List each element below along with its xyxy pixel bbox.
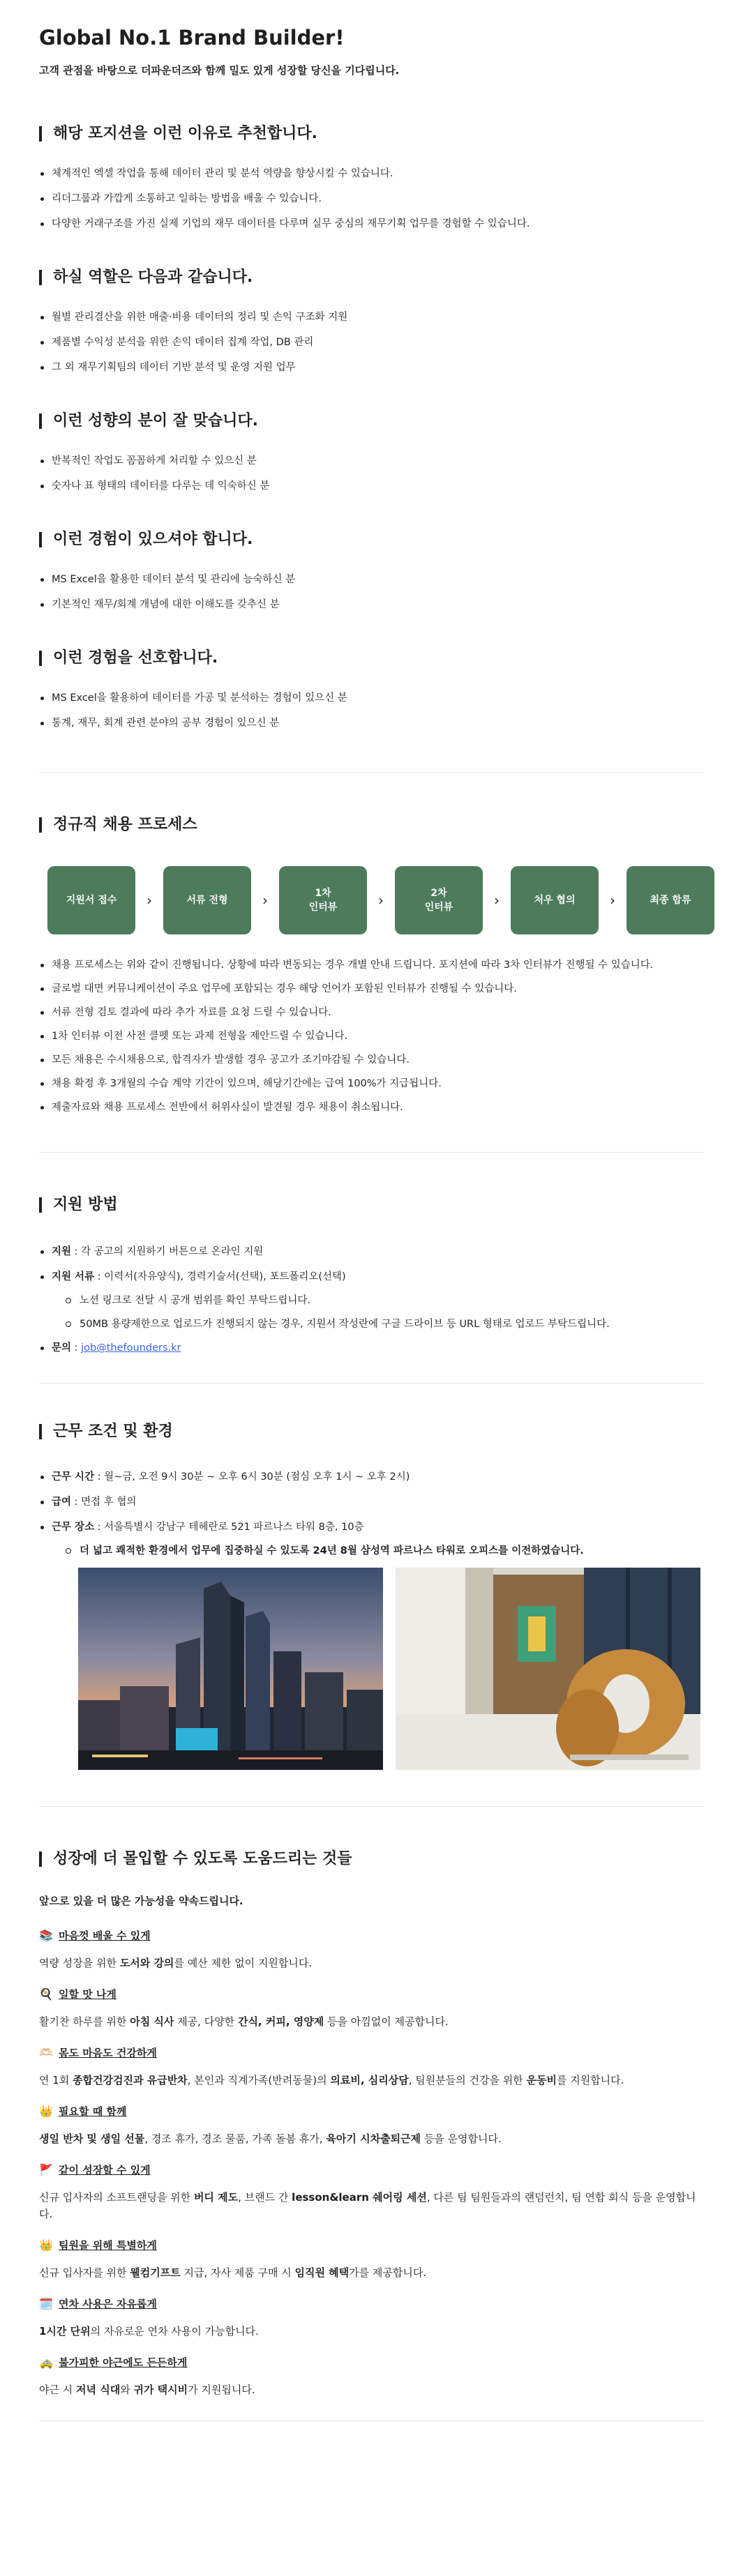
- benefit-list: [39, 1928, 704, 2398]
- divider: [39, 1383, 704, 1384]
- benefit-title: 🍳 일할 맛 나게: [39, 1987, 117, 2001]
- title-bar: [39, 1851, 42, 1867]
- benefit-title: 📚 마음껏 배울 수 있게: [39, 1929, 151, 1942]
- benefit-item: [39, 1987, 704, 2030]
- benefit-description: 신규 입사자를 위한 웰컴기프트 지급, 자사 제품 구매 시 임직원 혜택가를 제공합니다.: [39, 2266, 427, 2279]
- chevron-right-icon: ›: [262, 892, 268, 909]
- list-item: 숫자나 표 형태의 데이터를 다루는 데 익숙하신 분: [39, 479, 704, 493]
- list-item: 노션 링크로 전달 시 공개 범위를 확인 부탁드립니다.: [52, 1294, 704, 1308]
- benefit-item: [39, 1928, 704, 1971]
- list-item: 근무 시간 : 월~금, 오전 9시 30분 ~ 오후 6시 30분 (점심 오후 1시 ~ 오후 2시): [39, 1470, 704, 1484]
- list-item: 문의 : job@thefounders.kr: [39, 1341, 704, 1355]
- list-item: 채용 확정 후 3개월의 수습 계약 기간이 있으며, 해당기간에는 급여 100%가 지급됩니다.: [39, 1077, 704, 1091]
- role-list: [39, 310, 704, 374]
- benefit-item: [39, 2296, 704, 2340]
- benefits-subtitle: 앞으로 있을 더 많은 가능성을 약속드립니다.: [39, 1895, 243, 1907]
- process-step: 최종 합류: [626, 866, 714, 934]
- benefit-description: 생일 반차 및 생일 선물, 경조 휴가, 경조 물품, 가족 돌봄 휴가, 육아기 시차출퇴근제 등을 운영합니다.: [39, 2132, 502, 2145]
- docs-sublist: [52, 1294, 704, 1331]
- benefit-title: 🫶🏻 몸도 마음도 건강하게: [39, 2046, 157, 2059]
- preferred-list: [39, 691, 704, 730]
- benefit-item: [39, 2162, 704, 2222]
- benefit-description: 역량 성장을 위한 도서와 강의를 예산 제한 없이 지원합니다.: [39, 1957, 313, 1969]
- process-step: 서류 전형: [163, 866, 251, 934]
- required-list: [39, 573, 704, 612]
- section-title-apply: 지원 방법: [39, 1195, 704, 1215]
- process-step: 1차 인터뷰: [279, 866, 367, 934]
- title-bar: [39, 532, 42, 547]
- list-item: 더 넓고 쾌적한 환경에서 업무에 집중하실 수 있도록 24년 8월 삼성역 파르나스 타워로 오피스를 이전하였습니다.: [52, 1544, 704, 1558]
- list-item: 50MB 용량제한으로 업로드가 진행되지 않는 경우, 지원서 작성란에 구글 드라이브 등 URL 형태로 업로드 부탁드립니다.: [52, 1317, 704, 1331]
- list-item: 월별 관리결산을 위한 매출·비용 데이터의 정리 및 손익 구조화 지원: [39, 310, 704, 324]
- benefit-description: 1시간 단위의 자유로운 연차 사용이 가능합니다.: [39, 2325, 259, 2338]
- conditions-list: [39, 1470, 704, 1558]
- list-item: 서류 전형 검토 결과에 따라 추가 자료를 요청 드릴 수 있습니다.: [39, 1006, 704, 1020]
- benefit-description: 연 1회 종합건강검진과 유급반차, 본인과 직계가족(반려동물)의 의료비, 심리상담, 팀원분들의 건강을 위한 운동비를 지원합니다.: [39, 2074, 624, 2086]
- list-item: 체계적인 엑셀 작업을 통해 데이터 관리 및 분석 역량을 향상시킬 수 있습니다.: [39, 167, 704, 181]
- list-item: 다양한 거래구조를 가진 실제 기업의 재무 데이터를 다루며 실무 중심의 재무기획 업무를 경험할 수 있습니다.: [39, 217, 704, 231]
- heart-hands-icon: 🫶🏻: [39, 2046, 53, 2059]
- office-lobby-photo: [396, 1568, 700, 1770]
- divider: [39, 1806, 704, 1807]
- list-item: 반복적인 작업도 꼼꼼하게 처리할 수 있으신 분: [39, 454, 704, 468]
- fit-list: [39, 454, 704, 493]
- chevron-right-icon: ›: [610, 892, 615, 909]
- benefit-title: 🚩 같이 성장할 수 있게: [39, 2163, 151, 2176]
- list-item: 채용 프로세스는 위와 같이 진행됩니다. 상황에 따라 변동되는 경우 개별 안내 드립니다. 포지션에 따라 3차 인터뷰가 진행될 수 있습니다.: [39, 958, 704, 972]
- list-item: MS Excel을 활용한 데이터 분석 및 관리에 능숙하신 분: [39, 573, 704, 586]
- chevron-right-icon: ›: [494, 892, 500, 909]
- crown-icon: 👑: [39, 2238, 53, 2252]
- benefit-title: 🚕 불가피한 야근에도 든든하게: [39, 2356, 188, 2369]
- process-step: 지원서 접수: [47, 866, 135, 934]
- title-bar: [39, 414, 42, 429]
- books-icon: 📚: [39, 1929, 53, 1942]
- benefit-title: 🗓️ 연차 사용은 자유롭게: [39, 2297, 157, 2310]
- section-title-reasons: 해당 포지션을 이런 이유로 추천합니다.: [39, 123, 704, 144]
- chevron-right-icon: ›: [378, 892, 384, 909]
- contact-email-link[interactable]: job@thefounders.kr: [81, 1342, 181, 1354]
- cooking-icon: 🍳: [39, 1987, 53, 2001]
- list-item: 지원 서류 : 이력서(자유양식), 경력기술서(선택), 포트폴리오(선택) 노션 링크로 전달 시 공개 범위를 확인 부탁드립니다. 50MB 용량제한으로 업로드가 진행되지 않는 경우, 지원서 작성란에 구글 드라이브 등 URL 형태로 업로드 부탁드립니다.: [39, 1270, 704, 1331]
- apply-list: [39, 1245, 704, 1355]
- section-title-preferred: 이런 경험을 선호합니다.: [39, 648, 704, 669]
- section-title-conditions: 근무 조건 및 환경: [39, 1421, 704, 1442]
- benefit-title: 👑 팀원을 위해 특별하게: [39, 2238, 157, 2252]
- benefit-description: 야근 시 저녁 식대와 귀가 택시비가 지원됩니다.: [39, 2384, 255, 2396]
- list-item: 지원 : 각 공고의 지원하기 버튼으로 온라인 지원: [39, 1245, 704, 1259]
- office-photos: [78, 1568, 704, 1770]
- divider: [39, 2420, 704, 2421]
- benefit-title: 👑 필요할 때 함께: [39, 2105, 127, 2118]
- taxi-icon: 🚕: [39, 2356, 53, 2369]
- list-item: 모든 채용은 수시채용으로, 합격자가 발생할 경우 공고가 조기마감될 수 있습니다.: [39, 1053, 704, 1067]
- list-item: MS Excel을 활용하여 데이터를 가공 및 분석하는 경험이 있으신 분: [39, 691, 704, 705]
- list-item: 통계, 재무, 회계 관련 분야의 공부 경험이 있으신 분: [39, 716, 704, 730]
- title-bar: [39, 1424, 42, 1439]
- benefit-item: [39, 2104, 704, 2147]
- title-bar: [39, 126, 42, 142]
- flag-icon: 🚩: [39, 2163, 53, 2176]
- benefit-item: [39, 2238, 704, 2281]
- title-bar: [39, 270, 42, 285]
- calendar-icon: 🗓️: [39, 2297, 53, 2310]
- list-item: 리더그룹과 가깝게 소통하고 일하는 방법을 배울 수 있습니다.: [39, 192, 704, 206]
- page-title: Global No.1 Brand Builder!: [39, 26, 345, 50]
- process-step: 2차 인터뷰: [395, 866, 483, 934]
- divider: [39, 772, 704, 773]
- section-title-process: 정규직 채용 프로세스: [39, 815, 704, 835]
- title-bar: [39, 817, 42, 833]
- crown-icon: 👑: [39, 2105, 53, 2118]
- process-steps: [47, 866, 704, 934]
- list-item: 근무 장소 : 서울특별시 강남구 테헤란로 521 파르나스 타워 8층, 10층 더 넓고 쾌적한 환경에서 업무에 집중하실 수 있도록 24년 8월 삼성역 파르나스 타워로 오피스를 이전하였습니다.: [39, 1520, 704, 1558]
- section-title-benefits: 성장에 더 몰입할 수 있도록 도움드리는 것들: [39, 1849, 704, 1870]
- title-bar: [39, 1197, 42, 1213]
- benefit-item: [39, 2355, 704, 2398]
- benefit-description: 활기찬 하루를 위한 아침 식사 제공, 다양한 간식, 커피, 영양제 등을 아낌없이 제공합니다.: [39, 2015, 449, 2028]
- section-title-role: 하실 역할은 다음과 같습니다.: [39, 267, 704, 288]
- benefit-description: 신규 입사자의 소프트랜딩을 위한 버디 제도, 브랜드 간 lesson&learn 쉐어링 세션, 다른 팀 팀원들과의 랜덤런치, 팀 연합 회식 등을 운영합니다.: [39, 2191, 696, 2220]
- chevron-right-icon: ›: [147, 892, 152, 909]
- section-title-fit: 이런 성향의 분이 잘 맞습니다.: [39, 411, 704, 432]
- process-step: 처우 협의: [511, 866, 599, 934]
- section-title-required: 이런 경험이 있으셔야 합니다.: [39, 529, 704, 550]
- list-item: 1차 인터뷰 이전 사전 클펫 또는 과제 전형을 제안드릴 수 있습니다.: [39, 1029, 704, 1043]
- reasons-list: [39, 167, 704, 231]
- list-item: 글로벌 대면 커뮤니케이션이 주요 업무에 포함되는 경우 해당 언어가 포함된 인터뷰가 진행될 수 있습니다.: [39, 982, 704, 996]
- list-item: 급여 : 면접 후 협의: [39, 1495, 704, 1509]
- office-exterior-photo: [78, 1568, 383, 1770]
- list-item: 기본적인 재무/회계 개념에 대한 이해도를 갖추신 분: [39, 598, 704, 612]
- list-item: 제출자료와 채용 프로세스 전반에서 허위사실이 발견될 경우 채용이 취소됩니다.: [39, 1100, 704, 1114]
- title-bar: [39, 651, 42, 666]
- divider: [39, 1152, 704, 1153]
- list-item: 그 외 재무기획팀의 데이터 기반 분석 및 운영 지원 업무: [39, 361, 704, 374]
- place-sublist: [52, 1544, 704, 1558]
- benefit-item: [39, 2045, 704, 2089]
- process-notes: [39, 958, 704, 1114]
- list-item: 제품별 수익성 분석을 위한 손익 데이터 집계 작업, DB 관리: [39, 335, 704, 349]
- page-subtitle: 고객 관점을 바탕으로 더파운더즈와 함께 밀도 있게 성장할 당신을 기다립니다.: [39, 64, 400, 77]
- benefits-section: [39, 1849, 704, 2398]
